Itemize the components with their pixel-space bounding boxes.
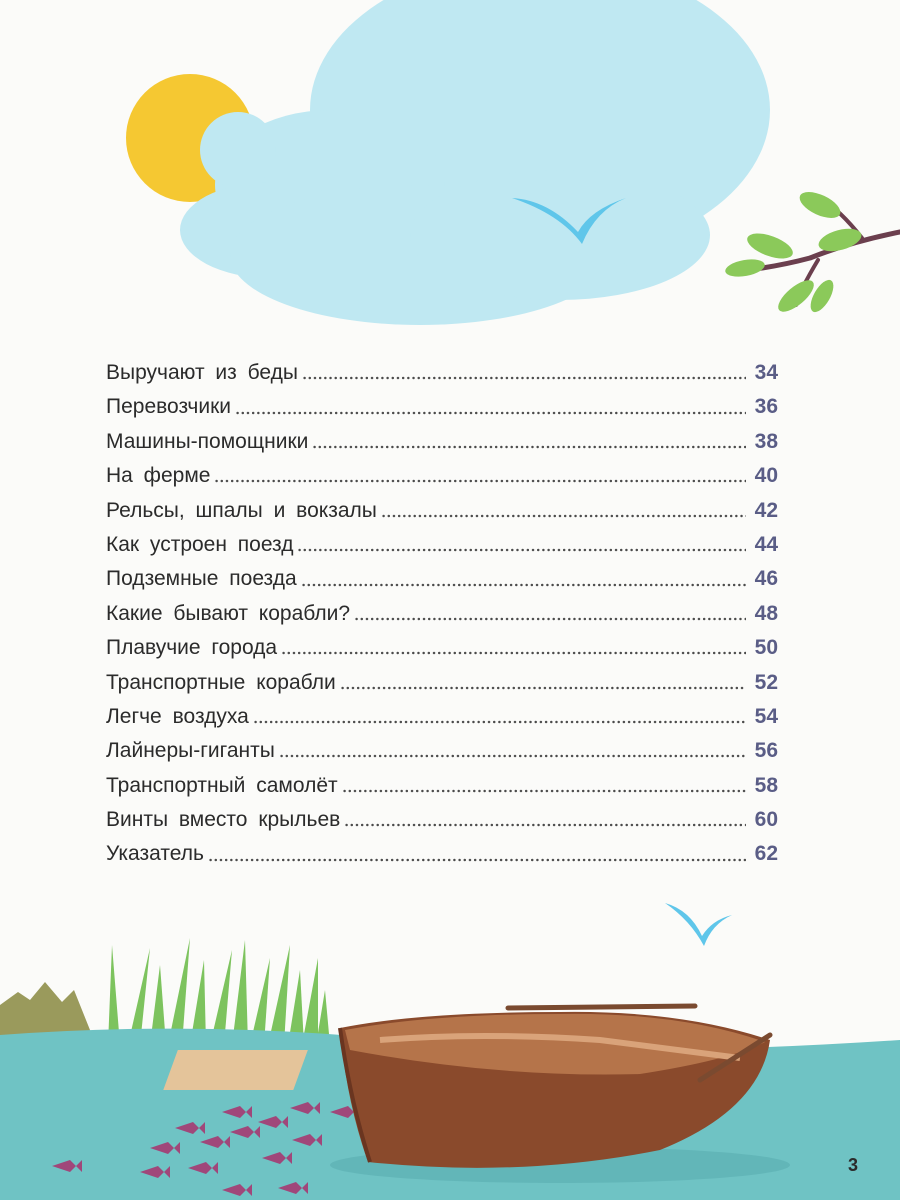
toc-entry-title: Машины-помощники	[106, 429, 309, 453]
dot-leader	[214, 478, 746, 484]
toc-entry-title: Перевозчики	[106, 395, 232, 419]
dot-leader	[297, 547, 746, 553]
toc-entry-title: Лайнеры-гиганты	[106, 739, 275, 763]
toc-entry-page: 56	[754, 739, 778, 763]
dot-leader	[344, 822, 746, 828]
dot-leader	[354, 616, 746, 622]
toc-entry[interactable]	[106, 734, 778, 768]
toc-entry-page: 54	[754, 704, 778, 728]
cloud-icon	[180, 0, 770, 325]
toc-entry-title: Винты вместо крыльев	[106, 808, 341, 832]
toc-entry[interactable]	[106, 597, 778, 631]
toc-entry[interactable]	[106, 425, 778, 459]
toc-entry-page: 34	[754, 361, 778, 384]
seagull-icon	[665, 903, 732, 946]
toc-entry-title: Транспортный самолёт	[106, 773, 338, 797]
toc-entry-page: 62	[754, 842, 778, 866]
toc-entry[interactable]	[106, 666, 778, 700]
toc-entry-page: 38	[754, 429, 778, 453]
hills-icon	[0, 982, 92, 1035]
toc-entry[interactable]	[106, 390, 778, 424]
toc-entry-page: 40	[754, 464, 778, 488]
table-of-contents	[106, 356, 778, 872]
dot-leader	[281, 650, 746, 656]
dot-leader	[208, 857, 746, 863]
toc-entry-title: На ферме	[106, 464, 211, 488]
toc-entry-page: 50	[754, 636, 778, 660]
toc-entry-title: Подземные поезда	[106, 567, 297, 591]
toc-entry[interactable]	[106, 528, 778, 562]
toc-entry[interactable]	[106, 356, 778, 390]
toc-entry-page: 52	[754, 670, 778, 694]
tree-branch-icon	[724, 187, 900, 317]
toc-entry[interactable]	[106, 459, 778, 493]
toc-entry-title: Указатель	[106, 842, 204, 866]
dot-leader	[381, 513, 746, 519]
toc-entry-page: 46	[754, 567, 778, 591]
toc-entry-title: Легче воздуха	[106, 704, 249, 728]
dot-leader	[279, 753, 746, 759]
dot-leader	[342, 788, 746, 794]
dot-leader	[302, 375, 746, 381]
dot-leader	[340, 685, 746, 691]
toc-entry-title: Как устроен поезд	[106, 532, 294, 556]
dot-leader	[301, 582, 746, 588]
toc-entry-title: Выручают из беды	[106, 361, 298, 384]
toc-entry[interactable]	[106, 631, 778, 665]
dot-leader	[235, 410, 746, 416]
toc-entry-page: 36	[754, 395, 778, 419]
toc-entry-title: Рельсы, шпалы и вокзалы	[106, 498, 377, 522]
toc-entry[interactable]	[106, 562, 778, 596]
toc-entry-title: Транспортные корабли	[106, 670, 336, 694]
page-number: 3	[847, 1155, 858, 1175]
toc-entry-page: 44	[754, 532, 778, 556]
toc-entry[interactable]	[106, 803, 778, 837]
toc-entry[interactable]	[106, 700, 778, 734]
toc-entry-title: Плавучие города	[106, 636, 278, 660]
toc-entry[interactable]	[106, 769, 778, 803]
toc-entry-page: 58	[754, 773, 778, 797]
toc-entry[interactable]	[106, 494, 778, 528]
toc-entry-page: 60	[754, 808, 778, 832]
toc-entry[interactable]	[106, 837, 778, 871]
dot-leader	[312, 444, 746, 450]
toc-entry-title: Какие бывают корабли?	[106, 601, 351, 625]
toc-entry-page: 48	[754, 601, 778, 625]
toc-entry-page: 42	[754, 498, 778, 522]
dot-leader	[253, 719, 746, 725]
